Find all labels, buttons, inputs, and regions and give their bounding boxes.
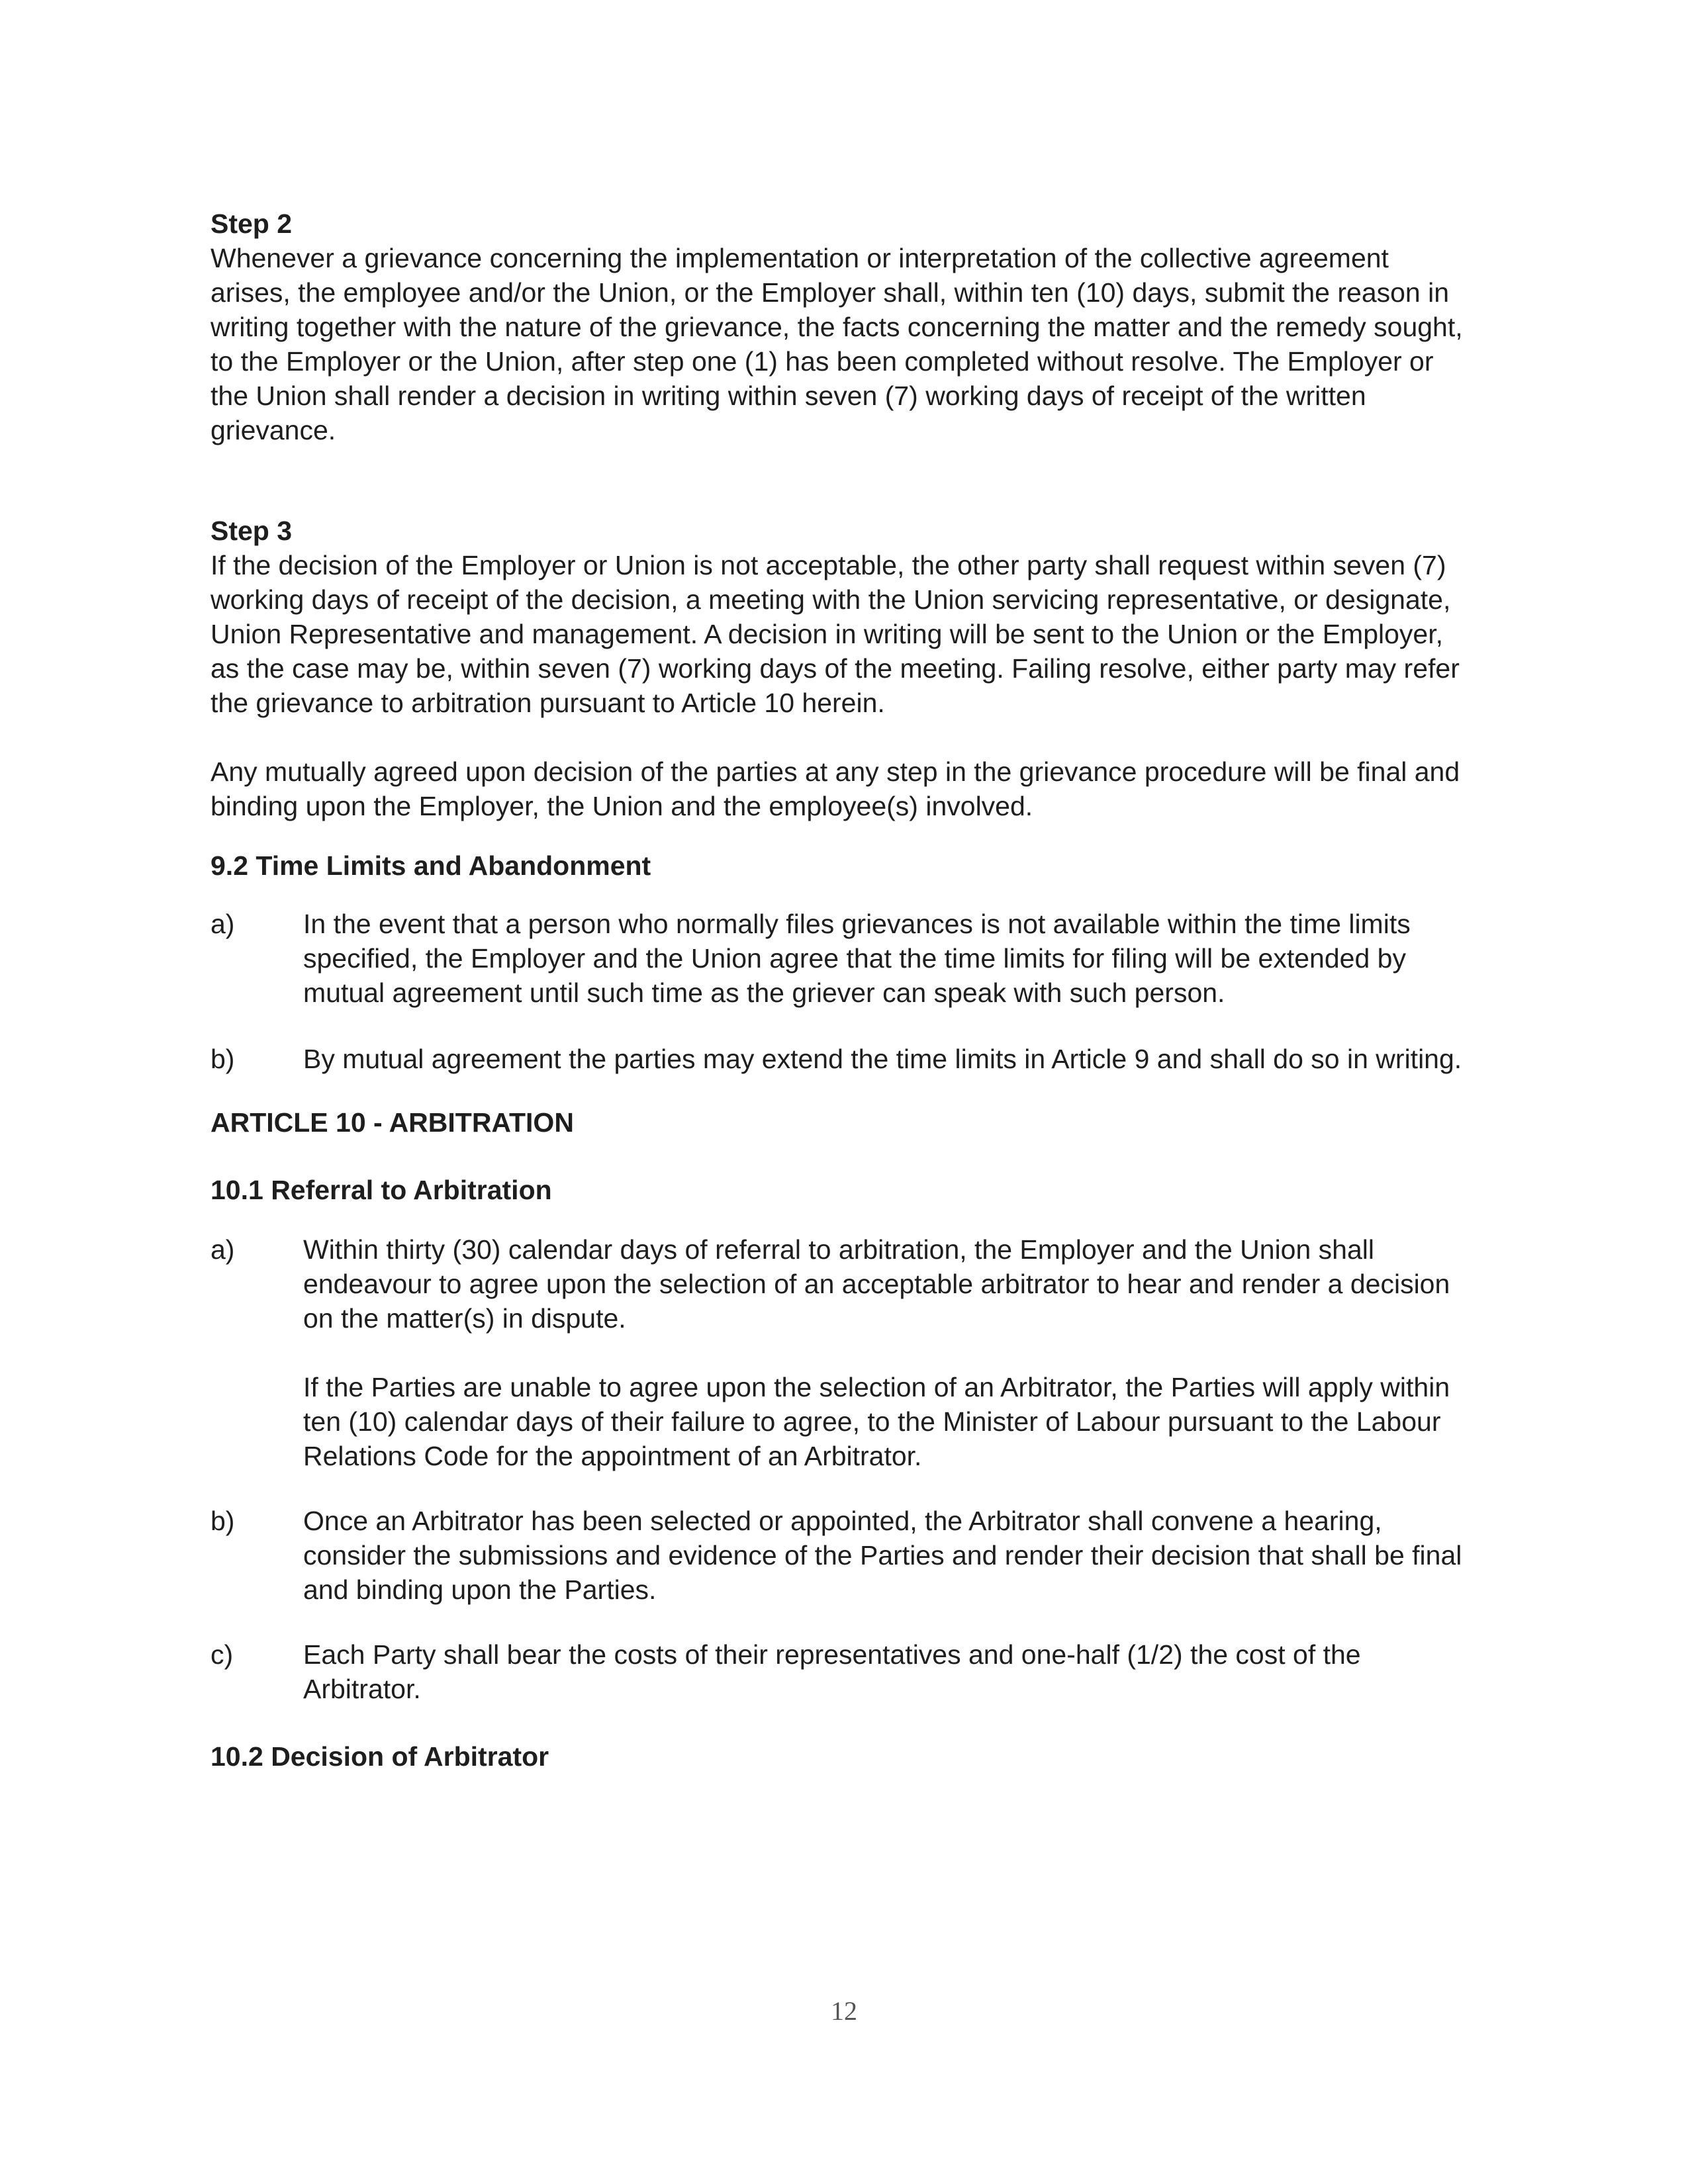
section-9-2-heading: 9.2 Time Limits and Abandonment <box>211 850 651 881</box>
page-number: 12 <box>831 1996 857 2026</box>
list-item-label <box>211 1370 303 1473</box>
section-10-1-heading: 10.1 Referral to Arbitration <box>211 1175 552 1205</box>
list-item <box>211 907 1468 1010</box>
section-10-2-heading: 10.2 Decision of Arbitrator <box>211 1741 549 1772</box>
list-item-text: If the Parties are unable to agree upon the selection of an Arbitrator, the Parties will apply within ten (10) calendar days of their failure to agree, to the Minister of Labour pursuant to the Labour Relations Code for the appointment of an Arbitrator. <box>303 1372 1450 1471</box>
document-page <box>211 199 1468 1774</box>
list-item-label: a) <box>211 909 235 939</box>
list-item-text: Within thirty (30) calendar days of referral to arbitration, the Employer and the Union shall endeavour to agree upon the selection of an acceptable arbitrator to hear and render a decision on the matter(s) in dispute. <box>303 1234 1450 1334</box>
list-item <box>211 1042 1468 1076</box>
list-item <box>211 1370 1468 1473</box>
list-item <box>211 1504 1468 1607</box>
step3-body: If the decision of the Employer or Union is not acceptable, the other party shall request within seven (7) working days of receipt of the decision, a meeting with the Union servicing representative, or designate, Union Representative and management. A decision in writing will be sent to the Union or the Employer, as the case may be, within seven (7) working days of the meeting. Failing resolve, either party may refer the grievance to arbitration pursuant to Article 10 herein. <box>211 550 1460 718</box>
step3-heading: Step 3 <box>211 516 293 546</box>
list-item-text: By mutual agreement the parties may extend the time limits in Article 9 and shall do so in writing. <box>303 1044 1462 1074</box>
list-item-text: Each Party shall bear the costs of their representatives and one-half (1/2) the cost of the Arbitrator. <box>303 1639 1361 1704</box>
list-item-text: Once an Arbitrator has been selected or appointed, the Arbitrator shall convene a hearing, consider the submissions and evidence of the Parties and render their decision that shall be final and binding upon the Parties. <box>303 1506 1462 1605</box>
list-item-label: b) <box>211 1044 235 1074</box>
article-10-heading: ARTICLE 10 - ARBITRATION <box>211 1107 574 1138</box>
list-item-label: c) <box>211 1639 234 1670</box>
list-item-label: a) <box>211 1234 235 1265</box>
mutual-agreement-paragraph: Any mutually agreed upon decision of the parties at any step in the grievance procedure will be final and binding upon the Employer, the Union and the employee(s) involved. <box>211 756 1460 821</box>
step2-heading: Step 2 <box>211 208 293 239</box>
list-item <box>211 1637 1468 1706</box>
list-item-text: In the event that a person who normally files grievances is not available within the time limits specified, the Employer and the Union agree that the time limits for filing will be extended by mutual agreement until such time as the griever can speak with such person. <box>303 909 1411 1008</box>
list-item-label: b) <box>211 1506 235 1536</box>
list-item <box>211 1232 1468 1336</box>
step2-body: Whenever a grievance concerning the implementation or interpretation of the collective agreement arises, the employee and/or the Union, or the Employer shall, within ten (10) days, submit the reason in writing together with the nature of the grievance, the facts concerning the matter and the remedy sought, to the Employer or the Union, after step one (1) has been completed without resolve. The Employer or the Union shall render a decision in writing within seven (7) working days of receipt of the written grievance. <box>211 243 1463 445</box>
